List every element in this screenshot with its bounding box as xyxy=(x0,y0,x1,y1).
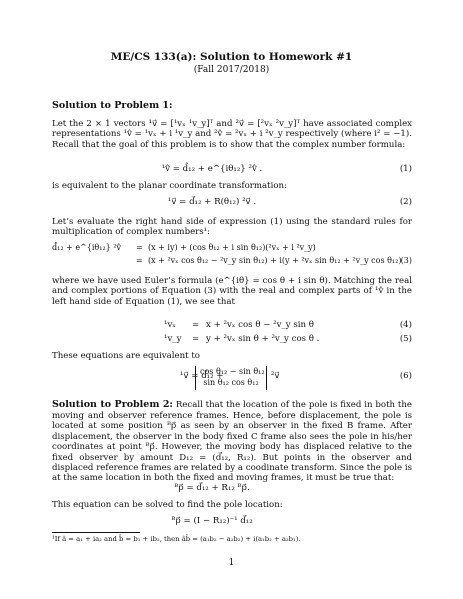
equation-1-number: (1) xyxy=(399,164,412,174)
footnote-rule xyxy=(52,532,140,533)
problem-1-paragraph-2: is equivalent to the planar coordinate transformation: xyxy=(52,181,287,191)
equation-5-lhs: ¹v_y xyxy=(164,334,182,344)
equation-3-equals-2: = xyxy=(136,256,143,265)
problem-1-paragraph-5: These equations are equivalent to xyxy=(52,351,200,361)
problem-1-heading: Solution to Problem 1: xyxy=(52,100,173,111)
equation-4-rhs: x + ²vₓ cos θ − ²v_y sin θ xyxy=(206,320,314,330)
rotation-matrix-row-2: sin θ₁₂ cos θ₁₂ xyxy=(203,378,259,387)
equation-2 xyxy=(52,197,412,211)
equation-4 xyxy=(52,320,412,334)
equation-5-equals: = xyxy=(192,334,200,344)
equation-3-line-2 xyxy=(52,256,412,270)
equation-4-lhs: ¹vₓ xyxy=(164,320,176,330)
equation-5-number: (5) xyxy=(399,334,412,344)
equation-8 xyxy=(52,516,412,530)
problem-2-text: Recall that the location of the pole is fixed in both the moving and observer reference frames. Hence, before displacement, the pole is located at some position ᴮp⃗ as seen by an observer in the fixed B frame. After displacement, the observer in the body fixed C frame also sees the pole in his/her coordinates at point ᴮp⃗. However, the moving body has displaced relative to the fixed observer by amount D₁₂ = (d⃗₁₂, R₁₂). But points in the observer and displaced reference frames are related by a coodinate transform. Since the pole is at the same location in both the fixed and moving frames, it must be true that: xyxy=(52,400,413,484)
equation-4-equals: = xyxy=(192,320,200,330)
rotation-matrix-row-1: cos θ₁₂ − sin θ₁₂ xyxy=(200,367,265,376)
problem-1-paragraph-1: Let the 2 × 1 vectors ¹v⃗ = [¹vₓ ¹v_y]ᵀ and ²v⃗ = [²vₓ ²v_y]ᵀ have associated complex representations ¹v̂ = ¹vₓ + i ¹v_y and ²v̂ = ²vₓ + i ²v_y respectively (where i² = −1). Recall that the goal of this problem is to show that the complex number formula: xyxy=(52,119,412,150)
equation-6-rhs: ²v⃗ xyxy=(271,371,280,381)
equation-5 xyxy=(52,334,412,348)
problem-1-paragraph-4: where we have used Euler’s formula (e^{iθ} = cos θ + i sin θ). Matching the real and complex portions of Equation (3) with the real and complex parts of ¹v̂ in the left hand side of Equation (1), we see that xyxy=(52,276,412,307)
problem-1-paragraph-3: Let’s evaluate the right hand side of expression (1) using the standard rules for multiplication of complex numbers¹: xyxy=(52,217,412,238)
equation-2-body: ¹v⃗ = d⃗₁₂ + R(θ₁₂) ²v⃗ . xyxy=(167,197,257,207)
equation-5-rhs: y + ²vₓ sin θ + ²v_y cos θ . xyxy=(206,334,320,344)
equation-3-equals: = xyxy=(136,243,143,252)
equation-7-body: ᴮp⃗ = d⃗₁₂ + R₁₂ ᴮp⃗. xyxy=(174,483,250,493)
equation-8-body: ᴮp⃗ = (I − R₁₂)⁻¹ d⃗₁₂ xyxy=(171,516,253,526)
problem-2-paragraph-2: This equation can be solved to find the pole location: xyxy=(52,500,283,510)
rotation-matrix xyxy=(195,366,267,390)
equation-3-line-1 xyxy=(52,243,412,257)
equation-3-rhs-1: (x + iy) + (cos θ₁₂ + i sin θ₁₂)(²vₓ + i ²v_y) xyxy=(148,243,316,252)
equation-2-number: (2) xyxy=(399,197,412,207)
equation-1 xyxy=(52,164,412,178)
problem-2-paragraph-1 xyxy=(52,399,412,484)
equation-1-body: ¹v̂ = d̂₁₂ + e^{iθ₁₂} ²v̂ . xyxy=(161,164,263,174)
equation-3-number: (3) xyxy=(400,256,412,265)
equation-3-rhs-2: (x + ²vₓ cos θ₁₂ − ²v_y sin θ₁₂) + i(y + ²vₓ sin θ₁₂ + ²v_y cos θ₁₂) xyxy=(148,256,402,265)
equation-4-number: (4) xyxy=(399,320,412,330)
footnote: ¹If â = a₁ + ia₂ and b̂ = b₁ + ib₂, then âb̂ = (a₁b₂ − a₂b₂) + i(a₁b₂ + a₂b₁). xyxy=(52,535,301,543)
page-number: 1 xyxy=(228,558,235,568)
equation-7 xyxy=(52,483,412,497)
page-subtitle: (Fall 2017/2018) xyxy=(193,65,270,75)
problem-2-heading: Solution to Problem 2: xyxy=(52,399,173,410)
equation-3-lhs: d̂₁₂ + e^{iθ₁₂} ²v̂ xyxy=(52,243,121,252)
equation-6-lhs: ¹v⃗ = d⃗₁₂ + xyxy=(180,371,224,381)
page-title: ME/CS 133(a): Solution to Homework #1 xyxy=(110,51,353,63)
equation-6-number: (6) xyxy=(399,371,412,381)
